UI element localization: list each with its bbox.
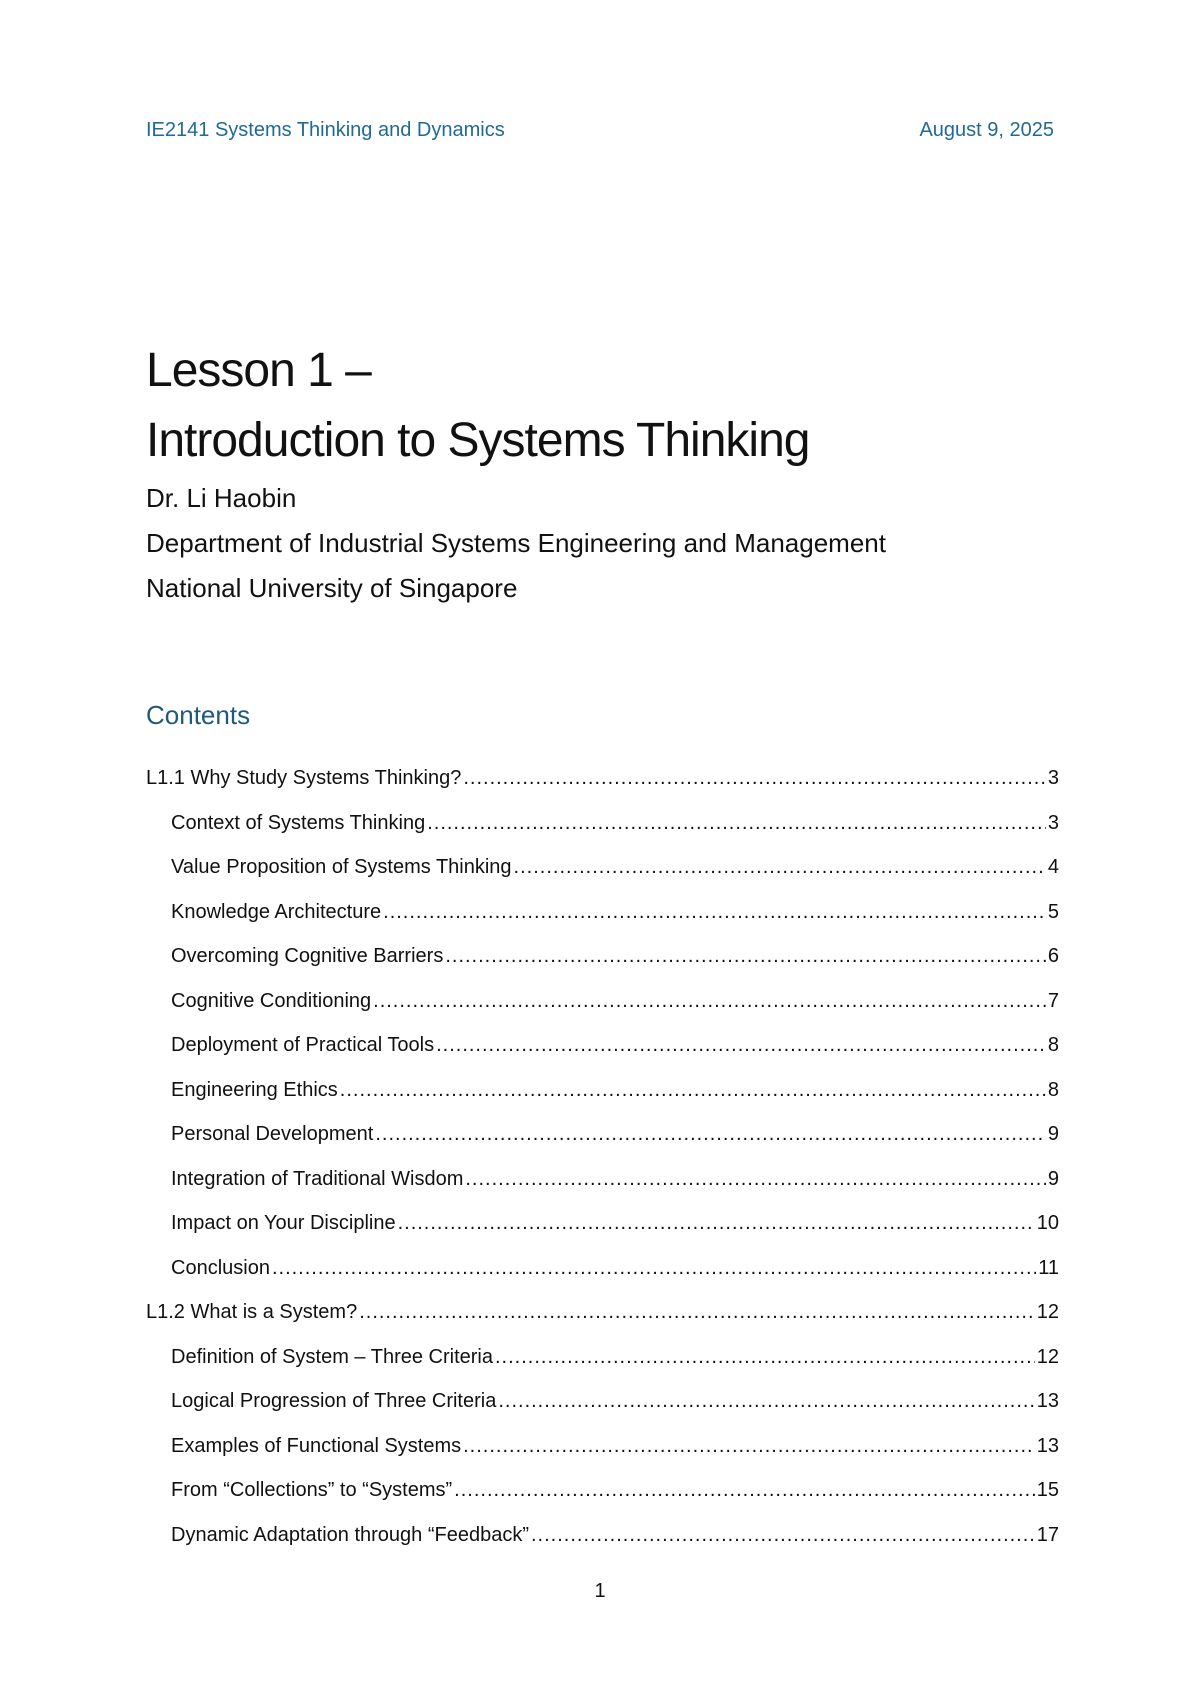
table-of-contents — [146, 763, 1059, 1564]
toc-entry-title[interactable]: From “Collections” to “Systems” — [171, 1479, 453, 1501]
toc-entry[interactable] — [146, 1520, 1059, 1565]
document-title — [146, 336, 1076, 476]
toc-dot-leader — [359, 1297, 1035, 1327]
author-department: Department of Industrial Systems Engineering and Management — [146, 528, 886, 558]
toc-dot-leader — [465, 1164, 1046, 1194]
toc-entry-title[interactable]: Engineering Ethics — [171, 1078, 338, 1101]
toc-entry[interactable] — [146, 1253, 1059, 1298]
toc-dot-leader — [454, 1475, 1035, 1505]
toc-dot-leader — [398, 1208, 1035, 1238]
toc-entry[interactable] — [146, 1386, 1059, 1431]
toc-entry-page[interactable]: 17 — [1036, 1523, 1059, 1546]
toc-entry-title[interactable]: L1.1 Why Study Systems Thinking? — [146, 767, 462, 789]
toc-entry-page[interactable]: 8 — [1047, 1078, 1059, 1101]
toc-dot-leader — [463, 763, 1046, 793]
toc-entry[interactable] — [146, 1208, 1059, 1253]
toc-dot-leader — [375, 1119, 1046, 1149]
toc-entry[interactable] — [146, 1030, 1059, 1075]
toc-entry-title[interactable]: Deployment of Practical Tools — [171, 1034, 435, 1056]
author-block — [146, 476, 1076, 611]
page-number: 1 — [594, 1580, 606, 1602]
toc-entry-title[interactable]: Impact on Your Discipline — [171, 1212, 396, 1234]
toc-entry-title[interactable]: Knowledge Architecture — [171, 900, 382, 923]
toc-entry-page[interactable]: 7 — [1047, 989, 1059, 1012]
document-date: August 9, 2025 — [919, 118, 1054, 141]
toc-dot-leader — [463, 1431, 1035, 1461]
toc-entry[interactable] — [146, 1164, 1059, 1209]
toc-entry[interactable] — [146, 808, 1059, 853]
toc-entry-page[interactable]: 6 — [1047, 945, 1059, 967]
author-name: Dr. Li Haobin — [146, 483, 297, 513]
toc-entry-title[interactable]: Definition of System – Three Criteria — [171, 1345, 493, 1368]
title-line-1: Lesson 1 – — [146, 344, 371, 397]
toc-dot-leader — [383, 897, 1046, 927]
toc-entry[interactable] — [146, 1297, 1059, 1342]
toc-entry[interactable] — [146, 763, 1059, 808]
toc-dot-leader — [531, 1520, 1035, 1550]
toc-entry-page[interactable]: 3 — [1047, 767, 1059, 789]
toc-dot-leader — [427, 808, 1046, 838]
toc-entry-page[interactable]: 15 — [1036, 1479, 1059, 1501]
toc-dot-leader — [495, 1342, 1035, 1372]
toc-dot-leader — [445, 941, 1046, 971]
toc-entry-title[interactable]: Integration of Traditional Wisdom — [171, 1167, 464, 1190]
author-university: National University of Singapore — [146, 573, 518, 603]
title-line-2: Introduction to Systems Thinking — [146, 414, 810, 467]
toc-entry-title[interactable]: Personal Development — [171, 1123, 374, 1145]
toc-entry-page[interactable]: 13 — [1036, 1390, 1059, 1412]
contents-heading: Contents — [146, 700, 251, 730]
toc-dot-leader — [340, 1075, 1046, 1105]
toc-entry-title[interactable]: L1.2 What is a System? — [146, 1301, 358, 1323]
toc-entry[interactable] — [146, 986, 1059, 1031]
toc-entry-page[interactable]: 4 — [1047, 856, 1059, 878]
toc-entry-page[interactable]: 11 — [1038, 1256, 1059, 1279]
toc-entry-page[interactable]: 5 — [1047, 900, 1059, 923]
toc-entry-title[interactable]: Conclusion — [171, 1256, 270, 1279]
toc-entry-title[interactable]: Overcoming Cognitive Barriers — [171, 945, 444, 967]
toc-entry[interactable] — [146, 852, 1059, 897]
toc-dot-leader — [498, 1386, 1034, 1416]
toc-entry-page[interactable]: 9 — [1047, 1123, 1059, 1145]
toc-entry-title[interactable]: Value Proposition of Systems Thinking — [171, 856, 512, 878]
toc-entry[interactable] — [146, 941, 1059, 986]
toc-entry[interactable] — [146, 1119, 1059, 1164]
toc-entry[interactable] — [146, 1075, 1059, 1120]
course-title: IE2141 Systems Thinking and Dynamics — [146, 118, 505, 141]
toc-dot-leader — [373, 986, 1046, 1016]
toc-entry-page[interactable]: 10 — [1036, 1212, 1059, 1234]
toc-entry-page[interactable]: 13 — [1036, 1434, 1059, 1457]
toc-entry[interactable] — [146, 1431, 1059, 1476]
toc-entry-page[interactable]: 9 — [1047, 1167, 1059, 1190]
toc-entry[interactable] — [146, 897, 1059, 942]
toc-entry-title[interactable]: Logical Progression of Three Criteria — [171, 1390, 497, 1412]
toc-dot-leader — [272, 1253, 1036, 1283]
toc-dot-leader — [436, 1030, 1046, 1060]
toc-entry-title[interactable]: Context of Systems Thinking — [171, 811, 426, 834]
toc-entry-page[interactable]: 8 — [1047, 1034, 1059, 1056]
toc-entry-title[interactable]: Examples of Functional Systems — [171, 1434, 462, 1457]
toc-entry[interactable] — [146, 1342, 1059, 1387]
toc-dot-leader — [514, 852, 1046, 882]
toc-entry-title[interactable]: Cognitive Conditioning — [171, 989, 372, 1012]
toc-entry-page[interactable]: 3 — [1047, 811, 1059, 834]
page-header — [146, 115, 1054, 145]
toc-entry-page[interactable]: 12 — [1036, 1301, 1059, 1323]
toc-entry[interactable] — [146, 1475, 1059, 1520]
toc-entry-title[interactable]: Dynamic Adaptation through “Feedback” — [171, 1523, 529, 1546]
toc-entry-page[interactable]: 12 — [1036, 1345, 1059, 1368]
